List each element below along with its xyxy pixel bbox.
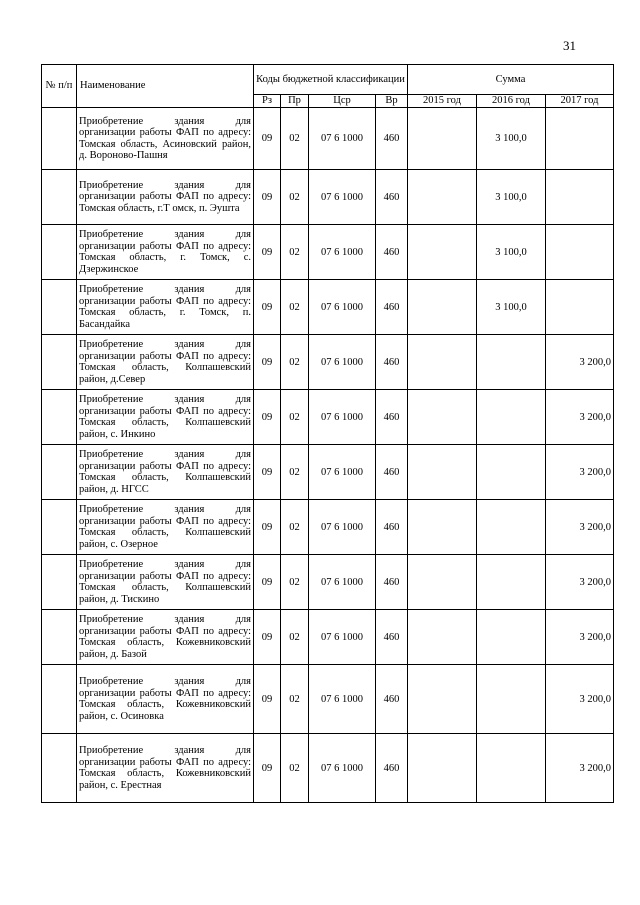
row-pr: 02 — [281, 665, 309, 734]
row-rz: 09 — [254, 108, 281, 170]
row-num — [42, 555, 77, 610]
row-rz: 09 — [254, 335, 281, 390]
row-2017 — [546, 225, 614, 280]
row-2015 — [408, 734, 477, 803]
row-2016 — [477, 610, 546, 665]
row-name: Приобретение здания для организации работы ФАП по адресу: Томская область, Кожевниковский район, с. Ерестная — [77, 734, 254, 803]
row-num — [42, 108, 77, 170]
row-rz: 09 — [254, 555, 281, 610]
row-num — [42, 390, 77, 445]
row-2015 — [408, 170, 477, 225]
row-2017: 3 200,0 — [546, 665, 614, 734]
row-vr: 460 — [376, 734, 408, 803]
row-name: Приобретение здания для организации работы ФАП по адресу: Томская область, Кожевниковский район, д. Базой — [77, 610, 254, 665]
row-pr: 02 — [281, 170, 309, 225]
row-csr: 07 6 1000 — [309, 555, 376, 610]
row-2016 — [477, 500, 546, 555]
row-2016 — [477, 734, 546, 803]
row-2016: 3 100,0 — [477, 280, 546, 335]
row-2017: 3 200,0 — [546, 555, 614, 610]
row-vr: 460 — [376, 170, 408, 225]
header-2017: 2017 год — [546, 95, 614, 108]
row-2016: 3 100,0 — [477, 170, 546, 225]
row-csr: 07 6 1000 — [309, 610, 376, 665]
header-2015: 2015 год — [408, 95, 477, 108]
table-row — [42, 665, 614, 734]
table-row — [42, 390, 614, 445]
row-2017 — [546, 170, 614, 225]
row-2017: 3 200,0 — [546, 445, 614, 500]
row-vr: 460 — [376, 390, 408, 445]
row-rz: 09 — [254, 170, 281, 225]
header-rz: Рз — [254, 95, 281, 108]
row-vr: 460 — [376, 108, 408, 170]
row-name: Приобретение здания для организации работы ФАП по адресу: Томская область, Асиновский район, д. Вороново-Пашня — [77, 108, 254, 170]
table-row — [42, 225, 614, 280]
row-2017 — [546, 108, 614, 170]
row-2015 — [408, 390, 477, 445]
row-num — [42, 665, 77, 734]
row-csr: 07 6 1000 — [309, 734, 376, 803]
header-pr: Пр — [281, 95, 309, 108]
table-row — [42, 445, 614, 500]
row-2015 — [408, 280, 477, 335]
row-2016 — [477, 665, 546, 734]
row-2016 — [477, 445, 546, 500]
row-vr: 460 — [376, 665, 408, 734]
header-name: Наименование — [77, 65, 254, 108]
header-sum-group: Сумма — [408, 65, 614, 95]
row-rz: 09 — [254, 390, 281, 445]
row-num — [42, 335, 77, 390]
header-num: № п/п — [42, 65, 77, 108]
row-2017 — [546, 280, 614, 335]
row-2015 — [408, 445, 477, 500]
table-row — [42, 280, 614, 335]
row-2017: 3 200,0 — [546, 610, 614, 665]
header-2016: 2016 год — [477, 95, 546, 108]
row-pr: 02 — [281, 280, 309, 335]
row-num — [42, 445, 77, 500]
row-name: Приобретение здания для организации работы ФАП по адресу: Томская область, Колпашевский район, с. Озерное — [77, 500, 254, 555]
row-num — [42, 734, 77, 803]
row-csr: 07 6 1000 — [309, 280, 376, 335]
row-rz: 09 — [254, 500, 281, 555]
row-pr: 02 — [281, 445, 309, 500]
row-num — [42, 610, 77, 665]
row-name: Приобретение здания для организации работы ФАП по адресу: Томская область, г. Томск, п. Басандайка — [77, 280, 254, 335]
row-2015 — [408, 108, 477, 170]
row-name: Приобретение здания для организации работы ФАП по адресу: Томская область, Колпашевский район, д. Тискино — [77, 555, 254, 610]
row-csr: 07 6 1000 — [309, 335, 376, 390]
row-csr: 07 6 1000 — [309, 170, 376, 225]
row-csr: 07 6 1000 — [309, 390, 376, 445]
row-pr: 02 — [281, 610, 309, 665]
row-2015 — [408, 335, 477, 390]
row-rz: 09 — [254, 445, 281, 500]
row-pr: 02 — [281, 225, 309, 280]
row-num — [42, 170, 77, 225]
row-vr: 460 — [376, 445, 408, 500]
row-name: Приобретение здания для организации работы ФАП по адресу: Томская область, Колпашевский район, д. НГСС — [77, 445, 254, 500]
row-pr: 02 — [281, 500, 309, 555]
row-2016 — [477, 390, 546, 445]
row-2016 — [477, 335, 546, 390]
row-num — [42, 280, 77, 335]
row-csr: 07 6 1000 — [309, 665, 376, 734]
row-csr: 07 6 1000 — [309, 225, 376, 280]
row-2016 — [477, 555, 546, 610]
row-vr: 460 — [376, 555, 408, 610]
row-2015 — [408, 610, 477, 665]
page-number: 31 — [563, 38, 576, 53]
row-2017: 3 200,0 — [546, 390, 614, 445]
table-row — [42, 108, 614, 170]
row-rz: 09 — [254, 280, 281, 335]
row-rz: 09 — [254, 734, 281, 803]
row-name: Приобретение здания для организации работы ФАП по адресу: Томская область, Колпашевский район, д.Север — [77, 335, 254, 390]
row-name: Приобретение здания для организации работы ФАП по адресу: Томская область, г. Томск, с. Дзержинское — [77, 225, 254, 280]
row-csr: 07 6 1000 — [309, 445, 376, 500]
row-2015 — [408, 555, 477, 610]
row-pr: 02 — [281, 734, 309, 803]
row-vr: 460 — [376, 225, 408, 280]
row-vr: 460 — [376, 610, 408, 665]
row-pr: 02 — [281, 390, 309, 445]
row-num — [42, 500, 77, 555]
table-row — [42, 500, 614, 555]
row-rz: 09 — [254, 665, 281, 734]
table-row — [42, 170, 614, 225]
row-2015 — [408, 500, 477, 555]
row-vr: 460 — [376, 280, 408, 335]
row-csr: 07 6 1000 — [309, 108, 376, 170]
row-2016: 3 100,0 — [477, 108, 546, 170]
row-2015 — [408, 665, 477, 734]
table-body — [42, 108, 614, 803]
table-row — [42, 555, 614, 610]
row-pr: 02 — [281, 108, 309, 170]
row-name: Приобретение здания для организации работы ФАП по адресу: Томская область, г.Т омск, п. Эушта — [77, 170, 254, 225]
table-header — [42, 65, 614, 108]
table-row — [42, 335, 614, 390]
budget-table — [41, 64, 614, 803]
row-pr: 02 — [281, 335, 309, 390]
header-csr: Цср — [309, 95, 376, 108]
row-2017: 3 200,0 — [546, 500, 614, 555]
header-vr: Вр — [376, 95, 408, 108]
row-2015 — [408, 225, 477, 280]
row-2016: 3 100,0 — [477, 225, 546, 280]
row-rz: 09 — [254, 610, 281, 665]
row-csr: 07 6 1000 — [309, 500, 376, 555]
row-2017: 3 200,0 — [546, 734, 614, 803]
row-vr: 460 — [376, 335, 408, 390]
row-vr: 460 — [376, 500, 408, 555]
row-rz: 09 — [254, 225, 281, 280]
header-codes-group: Коды бюджетной классификации — [254, 65, 408, 95]
table-row — [42, 734, 614, 803]
row-name: Приобретение здания для организации работы ФАП по адресу: Томская область, Кожевниковский район, с. Осиновка — [77, 665, 254, 734]
row-2017: 3 200,0 — [546, 335, 614, 390]
table-row — [42, 610, 614, 665]
row-name: Приобретение здания для организации работы ФАП по адресу: Томская область, Колпашевский район, с. Инкино — [77, 390, 254, 445]
row-num — [42, 225, 77, 280]
row-pr: 02 — [281, 555, 309, 610]
